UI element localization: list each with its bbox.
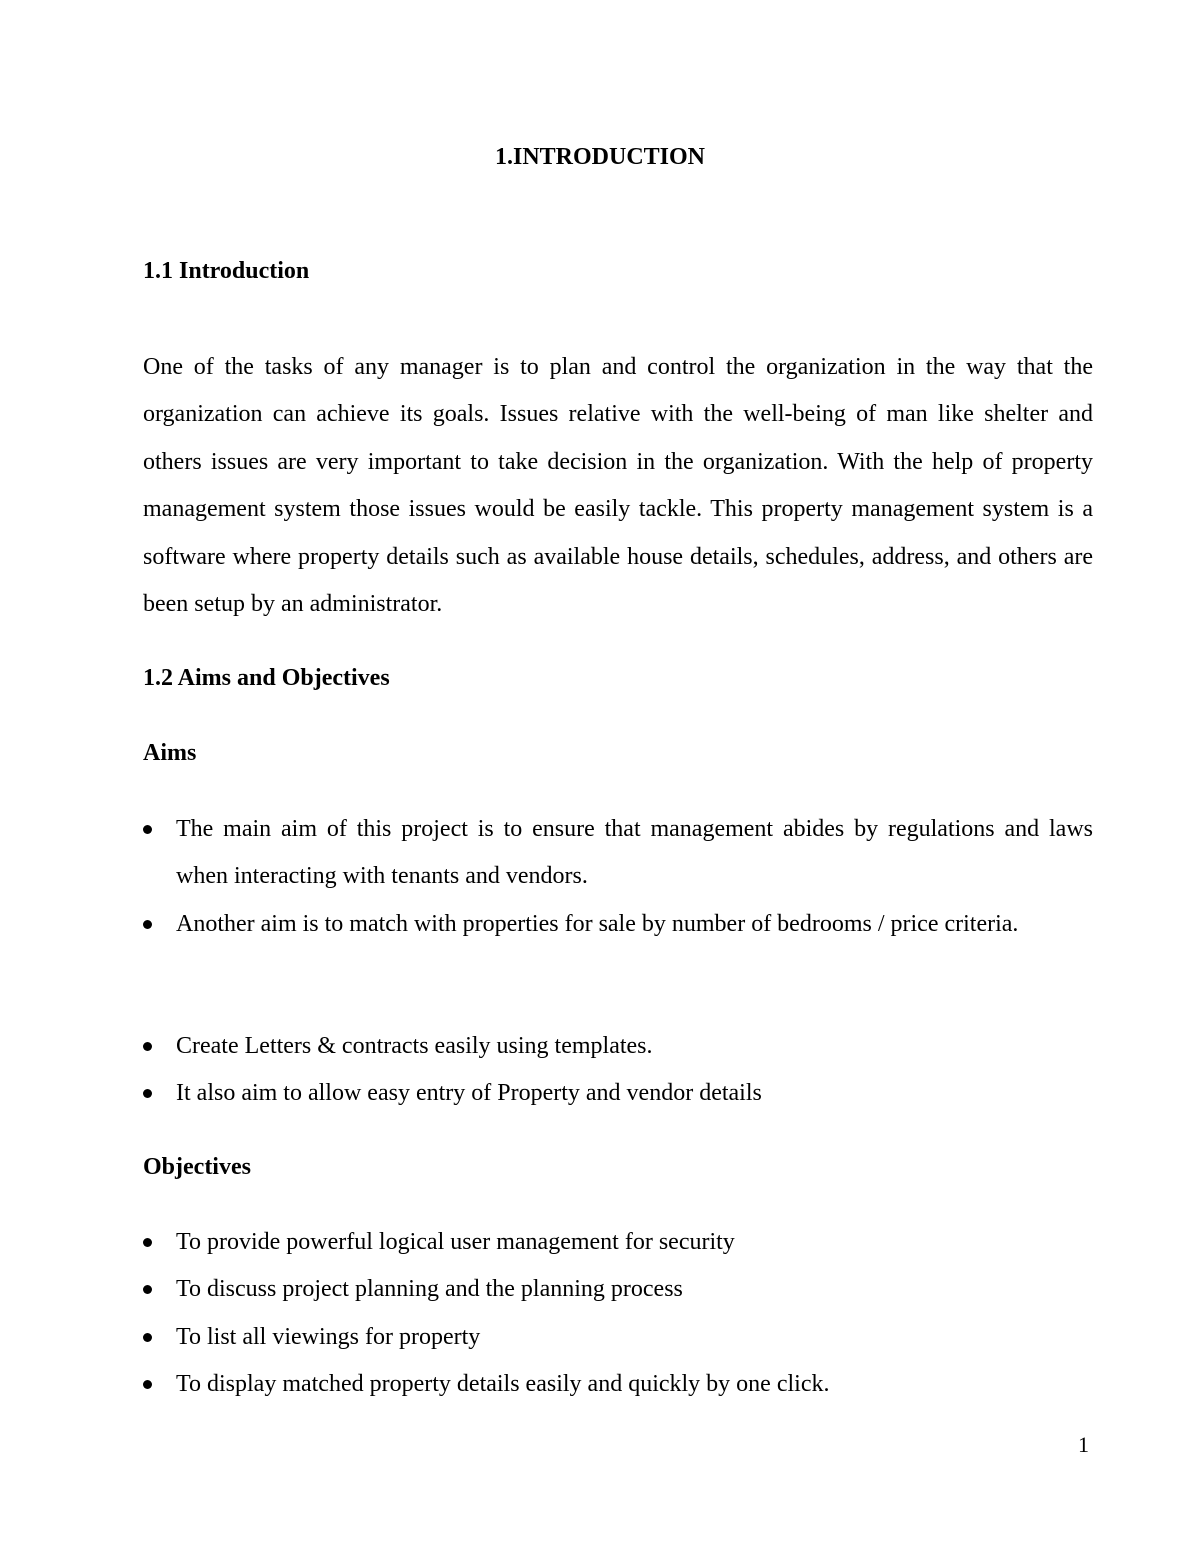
aims-item-text: The main aim of this project is to ensure that management abides by regulations and laws when interacting with tenants and vendors. (176, 816, 1093, 890)
objectives-item-text: To provide powerful logical user management for security (176, 1229, 735, 1255)
bullet-dot-icon (143, 1333, 152, 1342)
aims-list-continued (143, 1023, 1093, 1118)
aims-list (143, 806, 1093, 948)
aims-list-item (143, 901, 1093, 948)
subheading-aims: Aims (143, 740, 197, 766)
bullet-dot-icon (143, 825, 152, 834)
aims-list-item (143, 1070, 1093, 1117)
aims-item-text: It also aim to allow easy entry of Property and vendor details (176, 1080, 762, 1107)
objectives-list-item (143, 1314, 1093, 1361)
section-heading-introduction: 1.1 Introduction (143, 258, 310, 284)
page-number: 1 (1078, 1432, 1089, 1457)
objectives-list-item (143, 1361, 1093, 1408)
aims-item-text: Create Letters & contracts easily using templates. (176, 1033, 653, 1059)
bullet-dot-icon (143, 1380, 152, 1389)
bullet-dot-icon (143, 1042, 152, 1051)
objectives-item-text: To list all viewings for property (176, 1323, 481, 1350)
introduction-paragraph: One of the tasks of any manager is to plan and control the organization in the way that the organization can achieve its goals. Issues relative with the well-being of man like shelter and others issues are very important to take decision in the organization. With the help of property management system those issues would be easily tackle. This property management system is a software where property details such as available house details, schedules, address, and others are been setup by an administrator. (143, 354, 1093, 618)
objectives-item-text: To display matched property details easily and quickly by one click. (176, 1371, 830, 1398)
aims-item-text: Another aim is to match with properties for sale by number of bedrooms / price criteria. (176, 910, 1019, 937)
objectives-item-text: To discuss project planning and the planning process (176, 1276, 683, 1303)
bullet-dot-icon (143, 1089, 152, 1098)
bullet-dot-icon (143, 1285, 152, 1294)
objectives-list-item (143, 1219, 1093, 1266)
subheading-objectives: Objectives (143, 1154, 251, 1180)
aims-list-item (143, 806, 1093, 901)
objectives-list (143, 1219, 1093, 1409)
chapter-title: 1.INTRODUCTION (494, 144, 706, 170)
objectives-list-item (143, 1266, 1093, 1313)
aims-list-item (143, 1023, 1093, 1070)
bullet-dot-icon (143, 920, 152, 929)
section-heading-aims-objectives: 1.2 Aims and Objectives (143, 665, 390, 691)
bullet-dot-icon (143, 1238, 152, 1247)
